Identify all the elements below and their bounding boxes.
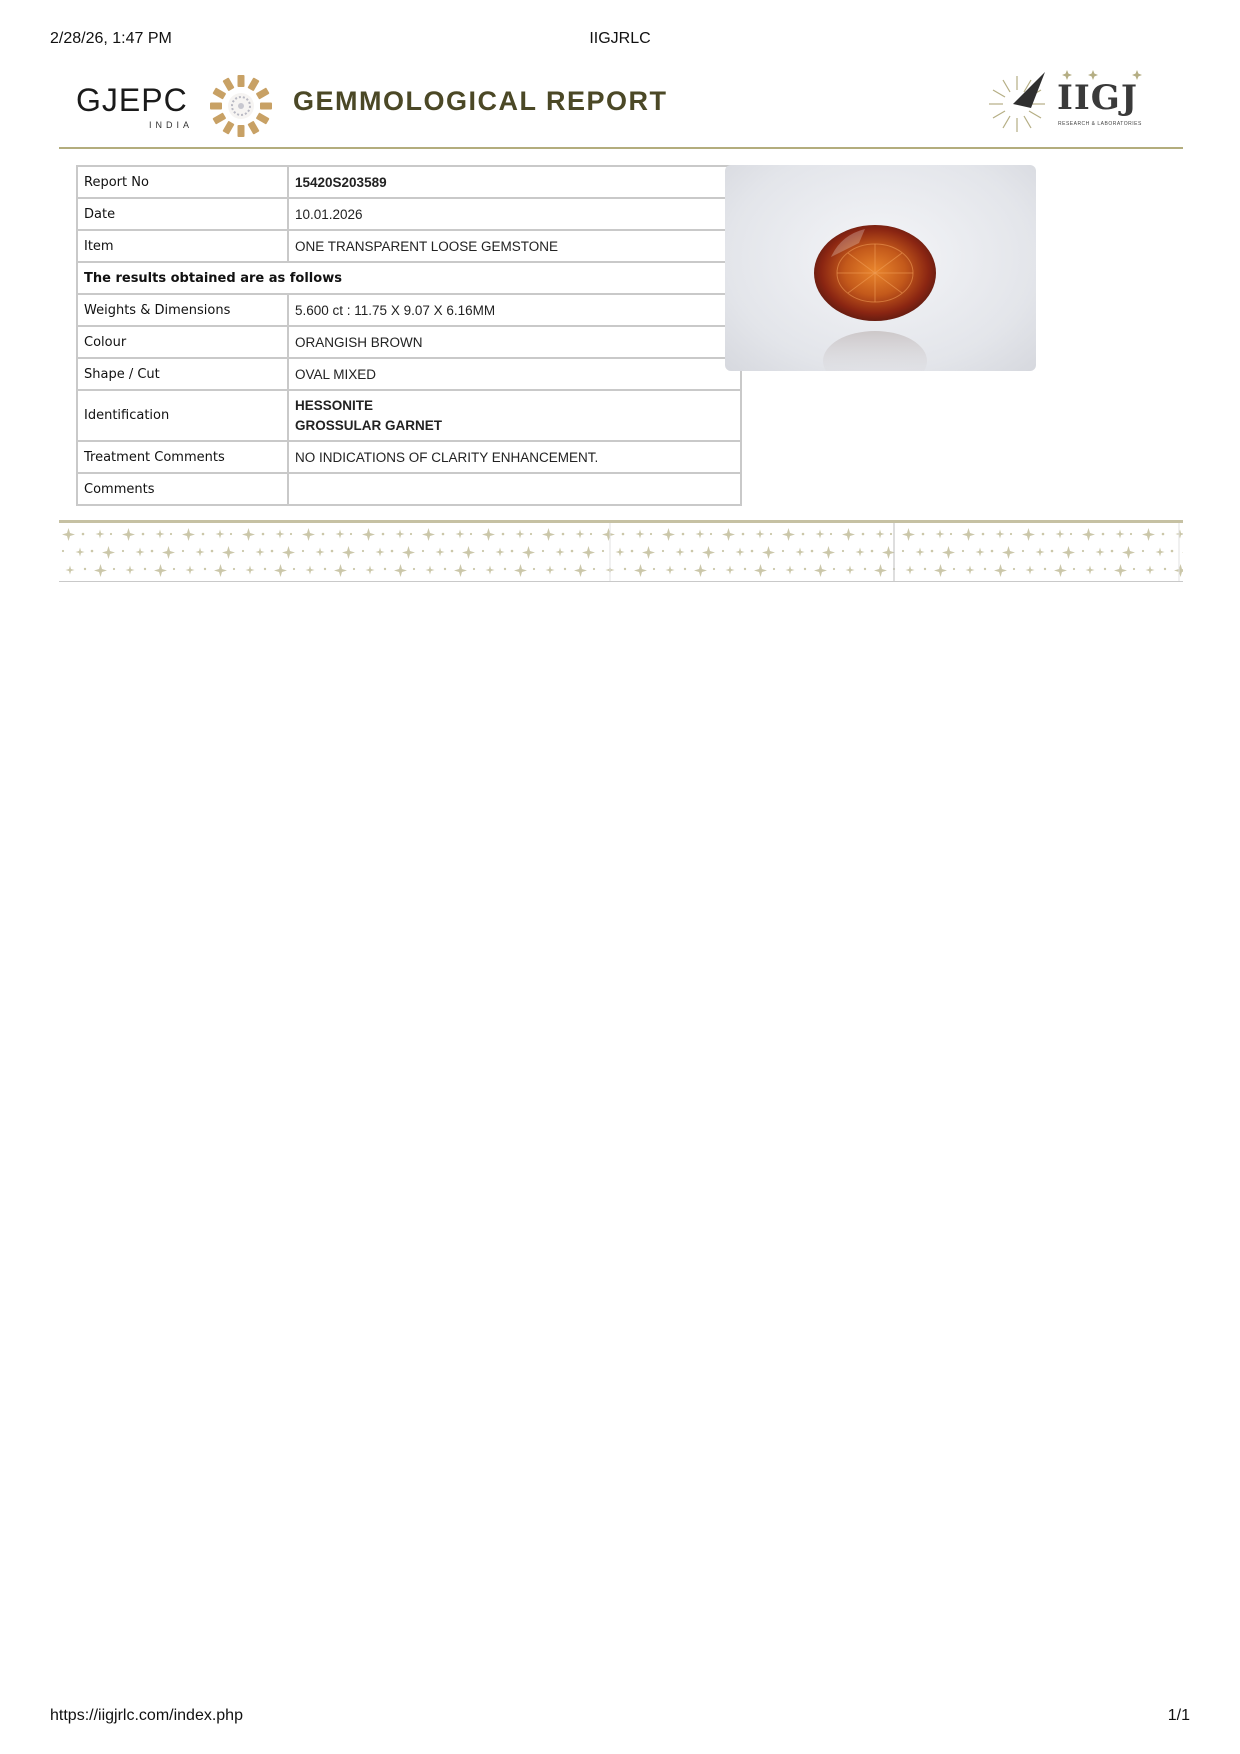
table-row	[77, 358, 741, 390]
table-row	[77, 390, 741, 441]
report-details-table	[76, 165, 742, 506]
report-title: GEMMOLOGICAL REPORT	[293, 86, 668, 116]
print-datetime: 2/28/26, 1:47 PM	[50, 30, 172, 47]
sun-emblem-icon	[208, 73, 274, 139]
sparkle-pattern	[59, 523, 1183, 581]
comments-label: Comments	[77, 473, 288, 505]
identification-value	[288, 390, 741, 441]
gemstone-photo	[725, 165, 1036, 371]
table-row	[77, 230, 741, 262]
print-page-title: IIGJRLC	[589, 30, 651, 47]
table-row	[77, 326, 741, 358]
item-value: ONE TRANSPARENT LOOSE GEMSTONE	[288, 230, 741, 262]
identification-label: Identification	[77, 390, 288, 441]
iigj-logo	[987, 66, 1167, 138]
comments-value	[288, 473, 741, 505]
print-footer	[50, 1707, 1190, 1731]
starburst-icon	[987, 68, 1051, 134]
gjepc-subtitle: INDIA	[149, 120, 194, 130]
decorative-sparkle-band	[59, 520, 1183, 582]
treatment-label: Treatment Comments	[77, 441, 288, 473]
gemmological-report	[59, 60, 1183, 497]
results-section-heading: The results obtained are as follows	[77, 262, 741, 294]
gjepc-wordmark: GJEPC	[76, 82, 188, 118]
weights-value: 5.600 ct : 11.75 X 9.07 X 6.16MM	[288, 294, 741, 326]
report-no-label: Report No	[77, 166, 288, 198]
identification-line-1: HESSONITE	[295, 397, 374, 413]
date-value: 10.01.2026	[288, 198, 741, 230]
shape-label: Shape / Cut	[77, 358, 288, 390]
iigj-subtitle: RESEARCH & LABORATORIES	[1058, 121, 1142, 127]
gjepc-logo	[76, 68, 276, 138]
print-page-number: 1/1	[1167, 1707, 1190, 1724]
table-row	[77, 473, 741, 505]
date-label: Date	[77, 198, 288, 230]
table-row	[77, 441, 741, 473]
shape-value: OVAL MIXED	[288, 358, 741, 390]
report-no-value: 15420S203589	[288, 166, 741, 198]
gemstone-image	[725, 165, 1036, 371]
colour-value: ORANGISH BROWN	[288, 326, 741, 358]
table-row	[77, 262, 741, 294]
weights-label: Weights & Dimensions	[77, 294, 288, 326]
item-label: Item	[77, 230, 288, 262]
table-row	[77, 166, 741, 198]
print-header	[50, 30, 1190, 54]
treatment-value: NO INDICATIONS OF CLARITY ENHANCEMENT.	[288, 441, 741, 473]
identification-line-2: GROSSULAR GARNET	[295, 417, 443, 433]
iigj-wordmark: IIGJ	[1057, 78, 1138, 118]
print-url: https://iigjrlc.com/index.php	[50, 1707, 243, 1724]
table-row	[77, 294, 741, 326]
colour-label: Colour	[77, 326, 288, 358]
table-row	[77, 198, 741, 230]
report-banner	[59, 60, 1183, 149]
